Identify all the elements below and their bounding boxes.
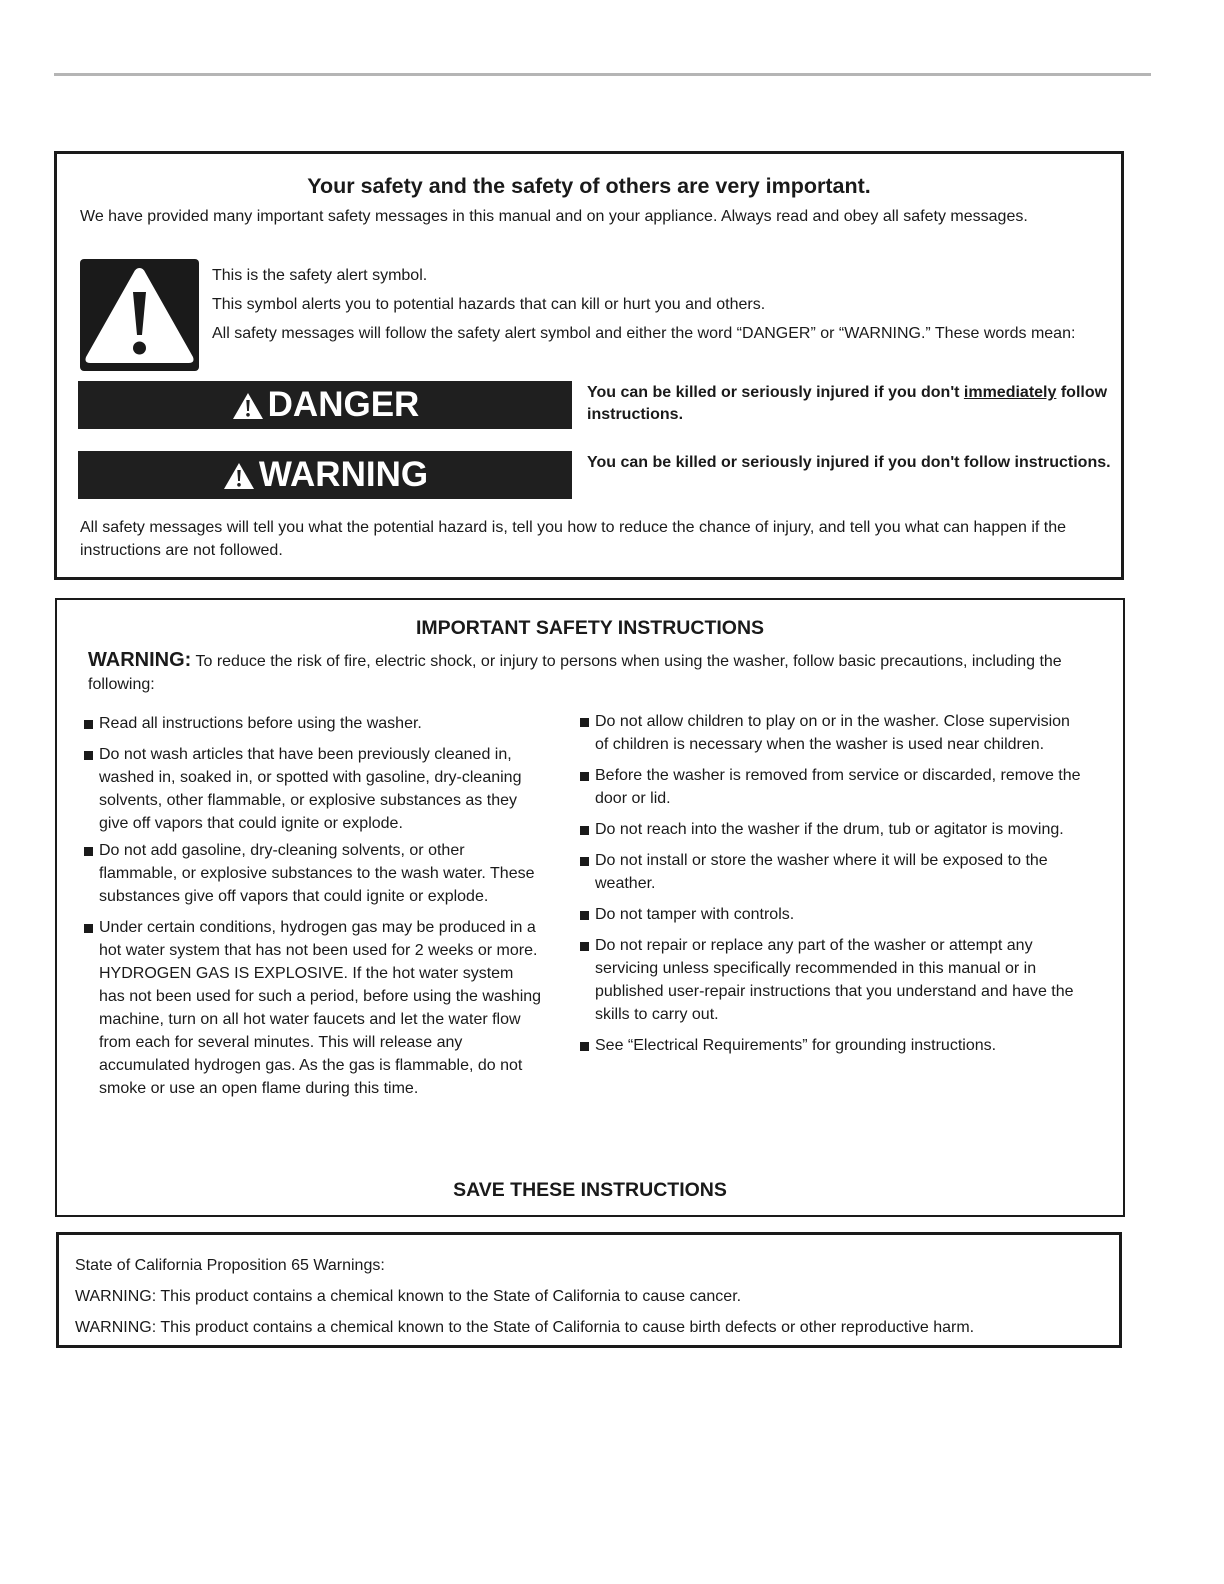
list-item: Do not wash articles that have been previously cleaned in, washed in, soaked in, or spotted with gasoline, dry-cleaning solvents, other flammable, or explosive substances as they give off vapors that could ignite or explode. (81, 743, 543, 835)
bullet-icon (580, 826, 589, 835)
list-item: Do not add gasoline, dry-cleaning solvents, or other flammable, or explosive substances to the wash water. These substances give off vapors that could ignite or explode. (81, 839, 543, 908)
list-item: See “Electrical Requirements” for grounding instructions. (577, 1034, 1087, 1057)
bullet-icon (580, 911, 589, 920)
danger-definition: You can be killed or seriously injured if you don't immediately follow instructions. (587, 384, 1108, 423)
warning-signal-bar (78, 451, 572, 499)
intro-footer: All safety messages will tell you what the potential hazard is, tell you how to reduce the chance of injury, and tell you what can happen if the instructions are not followed. (80, 519, 1067, 559)
danger-signal-bar (78, 381, 572, 429)
list-item: Read all instructions before using the washer. (81, 712, 543, 735)
bullet-icon (84, 924, 93, 933)
danger-label: DANGER (267, 385, 420, 424)
bullet-icon (84, 751, 93, 760)
warning-label: WARNING (258, 455, 429, 494)
instructions-list-right (577, 710, 1087, 1057)
warning-prefix: WARNING: (88, 649, 192, 671)
list-item: Under certain conditions, hydrogen gas may be produced in a hot water system that has not been used for 2 weeks or more. HYDROGEN GAS IS EXPLOSIVE. If the hot water system has not been used for such a period, before using the washing machine, turn on all hot water faucets and let the water flow from each for several minutes. This will release any accumulated hydrogen gas. As the gas is flammable, do not smoke or use an open flame during this time. (81, 916, 543, 1100)
alert-line: All safety messages will follow the safety alert symbol and either the word “DANGER” or “WARNING.” These words mean: (212, 325, 1076, 342)
alert-line: This symbol alerts you to potential hazards that can kill or hurt you and others. (212, 296, 766, 313)
list-item: Do not repair or replace any part of the washer or attempt any servicing unless specifically recommended in this manual or in published user-repair instructions that you understand and have the skills to carry out. (577, 934, 1087, 1026)
list-item: Do not allow children to play on or in the washer. Close supervision of children is necessary when the washer is used near children. (577, 710, 1087, 756)
warning-triangle-icon (231, 390, 265, 420)
prop65-reproductive-warning: WARNING: This product contains a chemical known to the State of California to cause birth defects or other reproductive harm. (75, 1319, 975, 1336)
warning-triangle-icon (222, 460, 256, 490)
list-item: Do not tamper with controls. (577, 903, 1087, 926)
prop65-lines (75, 1250, 974, 1343)
intro-text: We have provided many important safety messages in this manual and on your appliance. Always read and obey all safety messages. (80, 208, 1028, 225)
intro-title: Your safety and the safety of others are very important. (307, 174, 871, 198)
save-instructions-heading: SAVE THESE INSTRUCTIONS (453, 1179, 727, 1201)
prop65-box (56, 1232, 1122, 1348)
bullet-icon (580, 857, 589, 866)
safety-alert-icon (80, 259, 199, 371)
bullet-icon (580, 1042, 589, 1051)
prop65-heading: State of California Proposition 65 Warnings: (75, 1257, 385, 1274)
safety-intro-box (54, 151, 1124, 580)
list-item: Do not reach into the washer if the drum, tub or agitator is moving. (577, 818, 1087, 841)
instructions-warning: WARNING: To reduce the risk of fire, electric shock, or injury to persons when using the washer, follow basic precautions, including the following: (88, 649, 1062, 693)
prop65-cancer-warning: WARNING: This product contains a chemical known to the State of California to cause cancer. (75, 1288, 742, 1305)
bullet-icon (580, 942, 589, 951)
top-divider (54, 73, 1151, 76)
bullet-icon (84, 720, 93, 729)
list-item: Before the washer is removed from service or discarded, remove the door or lid. (577, 764, 1087, 810)
warning-definition: You can be killed or seriously injured if you don't follow instructions. (587, 454, 1111, 471)
instructions-list-left (81, 712, 543, 1100)
list-item: Do not install or store the washer where it will be exposed to the weather. (577, 849, 1087, 895)
bullet-icon (580, 718, 589, 727)
safety-instructions-box (55, 598, 1125, 1217)
instructions-title: IMPORTANT SAFETY INSTRUCTIONS (415, 617, 765, 639)
bullet-icon (580, 772, 589, 781)
alert-line: This is the safety alert symbol. (212, 267, 428, 284)
bullet-icon (84, 847, 93, 856)
